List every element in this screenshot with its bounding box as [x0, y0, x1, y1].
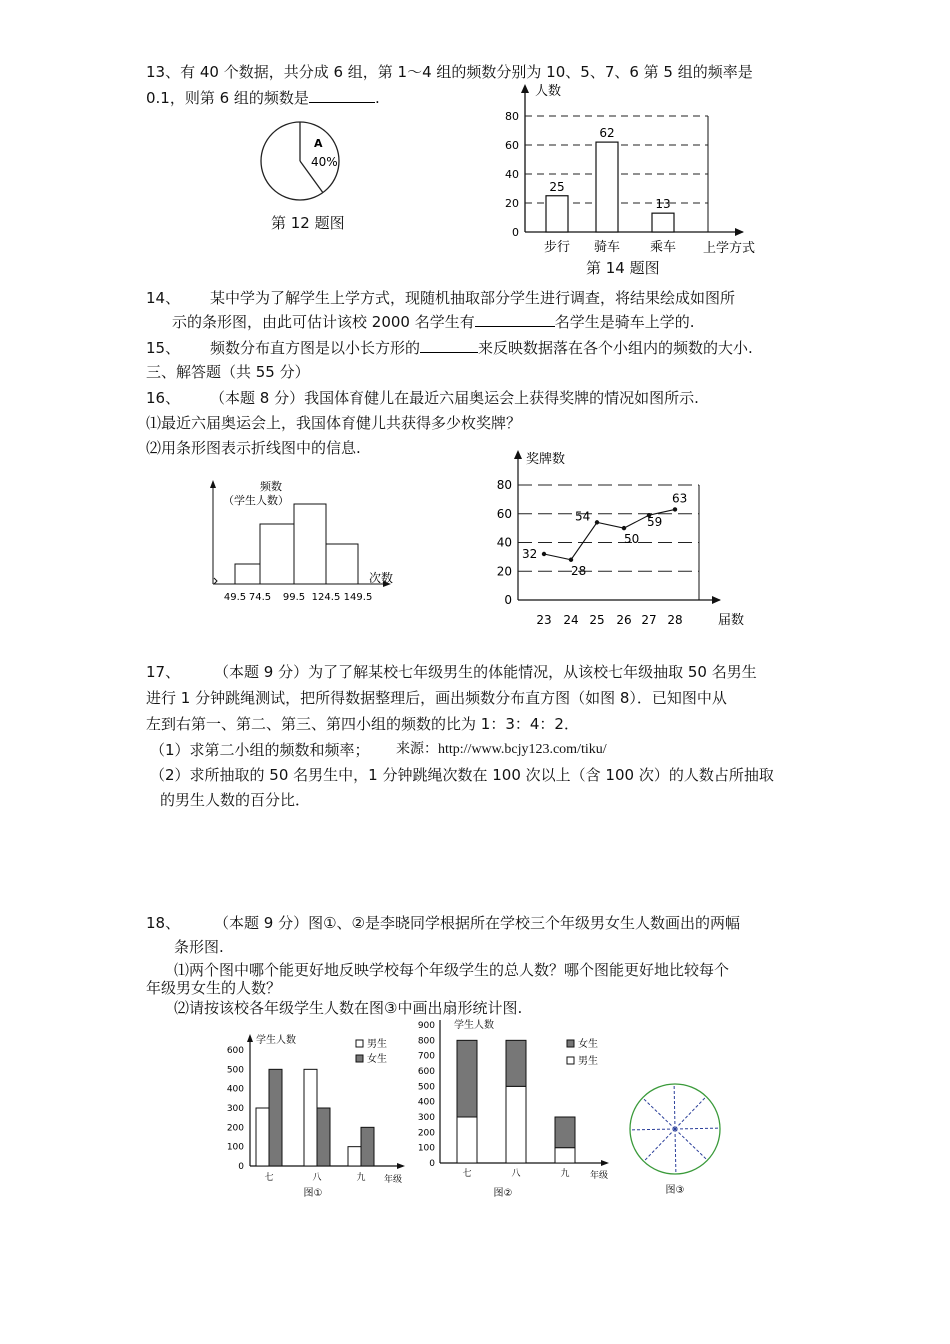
fig2-bar-segment: [457, 1040, 477, 1117]
fig1-ytick-label: 200: [226, 1123, 244, 1134]
fig14-xlabel: 上学方式: [703, 241, 756, 256]
fig2-ytick-label: 100: [417, 1143, 435, 1154]
q13-line2: [146, 88, 380, 108]
fig1-ytick-label: 300: [226, 1104, 244, 1114]
line16-ytick-label: 20: [496, 564, 512, 579]
fig2-ytick-label: 800: [417, 1036, 435, 1047]
q14-line2b: 名学生是骑车上学的.: [554, 313, 695, 331]
q14-num: 14、: [146, 289, 181, 307]
fig12-sector-label: A: [314, 137, 323, 150]
fig14-bar-value: 13: [655, 197, 671, 212]
fig14-ylabel: 人数: [535, 84, 562, 99]
q18-sub2: ⑵请按该校各年级学生人数在图③中画出扇形统计图.: [174, 999, 523, 1017]
fig1-bar: [317, 1108, 330, 1166]
hist16-ylabel2: （学生人数）: [223, 494, 289, 507]
q14-line2a: 示的条形图，由此可估计该校 2000 名学生有: [172, 313, 475, 331]
line16-xtick-label: 26: [616, 613, 632, 627]
fig3-spoke: [644, 1129, 675, 1161]
fig1-bar: [269, 1069, 282, 1166]
q15-text-a: 频数分布直方图是以小长方形的: [210, 339, 421, 357]
fig2-x-arrow: [601, 1160, 609, 1166]
fig2-legend-label: 男生: [578, 1056, 598, 1067]
fig1-category-label: 九: [356, 1173, 366, 1183]
q18-line2: 条形图.: [174, 938, 224, 956]
hist16-xlabel: 次数: [369, 571, 394, 585]
q16-sub2: ⑵用条形图表示折线图中的信息.: [146, 439, 361, 457]
q17-line2: 进行 1 分钟跳绳测试，把所得数据整理后，画出频数分布直方图（如图 8）．已知图中从: [146, 689, 727, 707]
fig14-ytick-label: 20: [505, 197, 519, 210]
fig14-caption: 第 14 题图: [586, 259, 660, 277]
fig1-caption: 图①: [303, 1188, 323, 1199]
fig3-spoke: [630, 1129, 675, 1130]
fig2-bar-segment: [506, 1086, 526, 1163]
hist16-bar: [294, 504, 326, 584]
fig2-caption: 图②: [493, 1188, 513, 1199]
line16-ytick-label: 80: [496, 478, 512, 492]
fig2-category-label: 八: [511, 1169, 521, 1179]
hist16-ylabel1: 频数: [260, 480, 282, 493]
hist16-bar: [326, 544, 358, 584]
fig12-pie: [258, 120, 358, 210]
q16-num: 16、: [146, 389, 181, 407]
fig2-bar-segment: [457, 1117, 477, 1163]
line16-x-arrow: [712, 596, 721, 604]
hist16-xtick-label: 49.5: [223, 592, 247, 603]
fig2-category-label: 七: [462, 1169, 472, 1179]
fig1-bar: [348, 1147, 361, 1166]
fig1-ytick-label: 500: [226, 1065, 244, 1076]
q18-sub1a: ⑴两个图中哪个能更好地反映学校每个年级学生的总人数？哪个图能更好地比较每个: [174, 961, 730, 979]
fig14-category-label: 骑车: [593, 240, 621, 255]
q14-answer-blank[interactable]: [475, 312, 555, 327]
line16-ytick-label: 60: [496, 506, 512, 521]
line16-point: [595, 520, 599, 524]
fig1-ytick-label: 0: [238, 1162, 244, 1172]
line16-xtick-label: 25: [589, 613, 605, 627]
q16-sub1: ⑴最近六届奥运会上，我国体育健儿共获得多少枚奖牌？: [146, 414, 522, 432]
fig1-ytick-label: 600: [226, 1046, 244, 1056]
fig2-bar-segment: [555, 1117, 575, 1148]
fig1-bar: [361, 1127, 374, 1166]
line16-xtick-label: 28: [667, 613, 683, 627]
line16-point: [542, 552, 546, 556]
hist16-xtick-label: 149.5: [343, 592, 373, 603]
fig3-spoke: [675, 1128, 720, 1129]
line16-ytick-label: 40: [496, 535, 512, 550]
line16-xlabel: 届数: [718, 613, 745, 628]
line16-point: [569, 558, 573, 562]
fig14-ytick-label: 60: [505, 139, 519, 152]
fig14-ytick-label: 80: [505, 110, 519, 123]
q13-line2-text: 0.1，则第 6 组的频数是: [146, 89, 309, 107]
q15-text: [210, 338, 753, 358]
q15-num: 15、: [146, 339, 181, 357]
fig3-spoke: [675, 1129, 676, 1174]
fig14-ytick-label: 0: [512, 226, 519, 239]
fig2-ytick-label: 700: [417, 1051, 435, 1062]
q13-period: .: [374, 89, 380, 107]
line16-xtick-label: 24: [563, 613, 579, 627]
q16-histogram: [205, 478, 405, 606]
fig1-xlabel: 年级: [384, 1175, 403, 1185]
fig14-ytick-label: 40: [505, 168, 519, 181]
fig14-bar: [652, 213, 674, 232]
fig2-category-label: 九: [560, 1169, 570, 1179]
fig1-grouped-bar-chart: [220, 1030, 415, 1200]
fig2-ytick-label: 600: [417, 1067, 435, 1077]
fig2-legend-label: 女生: [578, 1039, 598, 1050]
line16-data-label: 50: [624, 532, 640, 547]
line16-data-label: 59: [647, 515, 663, 530]
hist16-axis-break: [214, 578, 217, 584]
fig3-pie-blank: [626, 1078, 726, 1204]
fig2-ytick-label: 200: [417, 1128, 435, 1139]
line16-data-label: 54: [575, 509, 591, 524]
q16-line-chart: [494, 448, 759, 630]
q17-sub2b: 的男生人数的百分比．: [160, 791, 311, 809]
fig1-category-label: 八: [312, 1173, 322, 1183]
q14-line2: [172, 312, 695, 332]
fig2-stacked-bar-chart: [410, 1018, 620, 1200]
fig2-bar-segment: [506, 1040, 526, 1086]
hist16-bar: [235, 564, 260, 584]
fig1-ytick-label: 100: [226, 1142, 244, 1153]
fig1-y-arrow: [247, 1034, 253, 1042]
hist16-xtick-label: 124.5: [311, 592, 341, 603]
line16-data-label: 32: [522, 547, 538, 561]
hist16-xtick-label: 74.5: [248, 592, 272, 603]
fig12-sector-pct: 40%: [311, 155, 338, 169]
fig14-bar-value: 62: [599, 126, 615, 141]
fig2-ytick-label: 300: [417, 1113, 435, 1123]
q17-sub1: （1）求第二小组的频数和频率；: [150, 741, 370, 759]
fig2-ylabel: 学生人数: [454, 1020, 494, 1031]
hist16-y-arrow: [210, 480, 216, 488]
line16-y-arrow: [514, 450, 522, 459]
line16-point: [673, 507, 677, 511]
line16-data-label: 63: [672, 491, 688, 506]
q18-num: 18、: [146, 914, 181, 932]
fig1-x-arrow: [397, 1163, 405, 1169]
fig1-ylabel: 学生人数: [256, 1035, 296, 1046]
fig14-category-label: 步行: [543, 240, 571, 255]
fig14-bar: [546, 196, 568, 232]
fig1-category-label: 七: [264, 1173, 274, 1183]
fig2-legend-swatch: [567, 1040, 574, 1047]
q17-num: 17、: [146, 663, 181, 681]
fig1-bar: [304, 1069, 317, 1166]
fig3-caption: 图③: [665, 1185, 685, 1196]
q15-text-b: 来反映数据落在各个小组内的频数的大小.: [478, 339, 753, 357]
fig3-spoke: [674, 1084, 675, 1129]
q17-sub2a: （2）求所抽取的 50 名男生中，1 分钟跳绳次数在 100 次以上（含 100 次）的人数占所抽取: [150, 766, 774, 784]
fig2-bar-segment: [555, 1148, 575, 1163]
line16-ylabel: 奖牌数: [526, 452, 566, 467]
fig14-bar-chart: [495, 80, 785, 256]
fig14-y-arrow: [521, 84, 529, 93]
q18-line1: （本题 9 分）图①、②是李晓同学根据所在学校三个年级男女生人数画出的两幅: [214, 914, 740, 932]
q17-line1: （本题 9 分）为了了解某校七年级男生的体能情况，从该校七年级抽取 50 名男生: [214, 663, 757, 681]
line16-point: [622, 526, 626, 530]
fig3-spoke: [675, 1097, 706, 1129]
q17-source: 来源：http://www.bcjy123.com/tiku/: [396, 742, 607, 757]
fig1-legend-swatch: [356, 1055, 363, 1062]
q16-line1: （本题 8 分）我国体育健儿在最近六届奥运会上获得奖牌的情况如图所示.: [210, 389, 699, 407]
fig14-category-label: 乘车: [649, 240, 677, 255]
q15-answer-blank[interactable]: [420, 338, 478, 353]
line16-xtick-label: 23: [536, 613, 552, 627]
q17-line3: 左到右第一、第二、第三、第四小组的频数的比为 1：3：4：2．: [146, 715, 579, 733]
fig2-ytick-label: 500: [417, 1082, 435, 1093]
line16-data-label: 28: [571, 563, 587, 578]
q13-line1: 13、有 40 个数据，共分成 6 组，第 1～4 组的频数分别为 10、5、7、6 第 5 组的频率是: [146, 63, 753, 81]
section3-heading: 三、解答题（共 55 分）: [146, 363, 310, 381]
fig1-bar: [256, 1108, 269, 1166]
fig14-bar: [596, 142, 618, 232]
fig2-xlabel: 年级: [590, 1171, 609, 1181]
fig12-caption: 第 12 题图: [271, 214, 345, 232]
fig3-spoke: [643, 1098, 675, 1129]
fig1-legend-label: 男生: [367, 1039, 387, 1050]
fig2-ytick-label: 400: [417, 1097, 435, 1108]
hist16-xtick-label: 99.5: [282, 592, 306, 603]
hist16-bar: [260, 524, 294, 584]
q14-line1: 某中学为了解学生上学方式，现随机抽取部分学生进行调查，将结果绘成如图所: [210, 289, 736, 307]
q13-answer-blank[interactable]: [309, 88, 375, 103]
fig14-bar-value: 25: [549, 179, 565, 194]
fig2-ytick-label: 0: [429, 1159, 435, 1169]
fig1-ytick-label: 400: [226, 1084, 244, 1095]
fig14-x-arrow: [735, 228, 744, 236]
line16-ytick-label: 0: [504, 593, 512, 607]
fig1-legend-swatch: [356, 1040, 363, 1047]
fig2-ytick-label: 900: [417, 1021, 435, 1031]
fig3-spoke: [675, 1129, 707, 1160]
fig2-legend-swatch: [567, 1057, 574, 1064]
fig1-legend-label: 女生: [367, 1054, 387, 1065]
q18-sub1b: 年级男女生的人数？: [146, 979, 282, 997]
line16-xtick-label: 27: [641, 613, 657, 627]
